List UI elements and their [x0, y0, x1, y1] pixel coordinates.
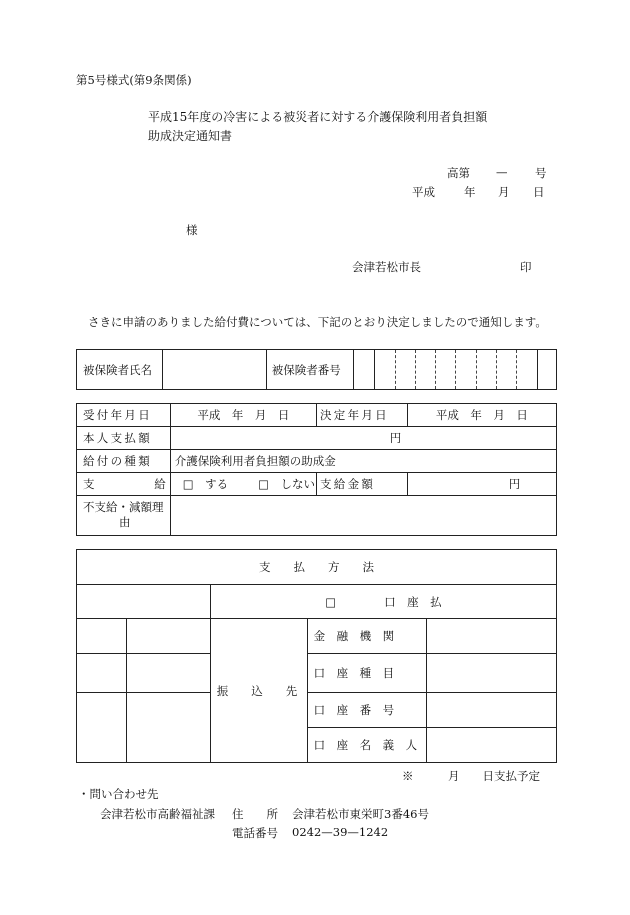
addressee-suffix: 様 [186, 223, 198, 237]
contact-heading: ・問い合わせ先 [78, 787, 159, 801]
amount-label: 支給金額 [316, 473, 407, 496]
insured-number-digit[interactable] [517, 350, 537, 390]
account-holder-label: 口 座 名 義 人 [307, 728, 426, 763]
received-date-label: 受付年月日 [77, 404, 171, 427]
insured-number-digit[interactable] [415, 350, 435, 390]
blank-cell[interactable] [77, 619, 127, 654]
insured-number-label: 被保険者番号 [266, 350, 353, 390]
self-pay-value[interactable]: 円 [170, 427, 556, 450]
insured-name-label: 被保険者氏名 [77, 350, 163, 390]
received-date-value[interactable]: 平成 年 月 日 [170, 404, 316, 427]
payment-schedule-note: ※ 月 日支払予定 [402, 769, 540, 783]
reason-field[interactable] [170, 496, 556, 536]
form-id: 第5号様式(第9条関係) [76, 73, 192, 87]
insured-number-digit[interactable] [436, 350, 456, 390]
insured-number-digit[interactable] [476, 350, 496, 390]
date-era: 平成 [412, 185, 435, 199]
account-type-field[interactable] [427, 654, 557, 693]
transfer-to-label: 振 込 先 [210, 619, 307, 763]
bank-field[interactable] [427, 619, 557, 654]
benefit-type-value: 介護保険利用者負担額の助成金 [170, 450, 556, 473]
payment-option-dont[interactable]: □ しない [258, 477, 316, 491]
payment-label: 支 給 [77, 473, 171, 496]
contact-department: 会津若松市高齢福祉課 [100, 807, 215, 821]
issuer-name: 会津若松市長 [352, 260, 421, 274]
date-month: 月 [498, 185, 510, 199]
payment-method-blank [77, 585, 211, 619]
intro-text: さきに申請のありました給付費については、下記のとおり決定しましたので通知します。 [88, 315, 547, 329]
contact-phone: 0242—39—1242 [292, 825, 389, 839]
reason-label: 不支給・減額理 由 [77, 496, 171, 536]
date-day: 日 [533, 185, 545, 199]
decision-table [76, 403, 557, 536]
doc-number-prefix: 高第 [447, 166, 470, 180]
payment-method-header: 支 払 方 法 [77, 550, 557, 585]
blank-cell[interactable] [127, 654, 211, 693]
insured-number-digit[interactable] [395, 350, 415, 390]
date-year: 年 [464, 185, 476, 199]
seal-mark: 印 [520, 260, 532, 274]
insured-name-field[interactable] [163, 350, 266, 390]
blank-cell[interactable] [77, 693, 127, 763]
benefit-type-label: 給付の種類 [77, 450, 171, 473]
payment-method-table [76, 549, 557, 763]
doc-title-line2: 助成決定通知書 [148, 129, 233, 143]
blank-cell[interactable] [127, 693, 211, 763]
account-pay-checkbox[interactable]: □ [325, 594, 337, 609]
contact-phone-label: 電話番号 [232, 826, 278, 840]
doc-title-line1: 平成15年度の冷害による被災者に対する介護保険利用者負担額 [148, 110, 488, 124]
account-type-label: 口 座 種 目 [307, 654, 426, 693]
insured-number-digit[interactable] [497, 350, 517, 390]
bank-label: 金 融 機 関 [307, 619, 426, 654]
insured-table [76, 349, 557, 390]
account-number-field[interactable] [427, 693, 557, 728]
blank-cell[interactable] [77, 654, 127, 693]
account-number-label: 口 座 番 号 [307, 693, 426, 728]
self-pay-label: 本人支払額 [77, 427, 171, 450]
insured-number-digit[interactable] [456, 350, 476, 390]
insured-number-digit[interactable] [375, 350, 395, 390]
contact-address: 会津若松市東栄町3番46号 [292, 807, 429, 821]
doc-number-suffix: 号 [535, 166, 547, 180]
amount-value[interactable]: 円 [407, 473, 556, 496]
insured-number-digit[interactable] [354, 350, 375, 390]
contact-address-label: 住 所 [232, 807, 278, 821]
payment-options[interactable] [170, 473, 316, 496]
blank-cell[interactable] [127, 619, 211, 654]
doc-number-dash: — [496, 165, 508, 179]
account-pay-label: 口 座 払 [384, 594, 442, 609]
account-holder-field[interactable] [427, 728, 557, 763]
decided-date-value[interactable]: 平成 年 月 日 [407, 404, 556, 427]
account-payment-option[interactable] [210, 585, 556, 619]
decided-date-label: 決定年月日 [316, 404, 407, 427]
payment-option-do[interactable]: □ する [182, 477, 229, 491]
insured-number-digit[interactable] [537, 350, 556, 390]
